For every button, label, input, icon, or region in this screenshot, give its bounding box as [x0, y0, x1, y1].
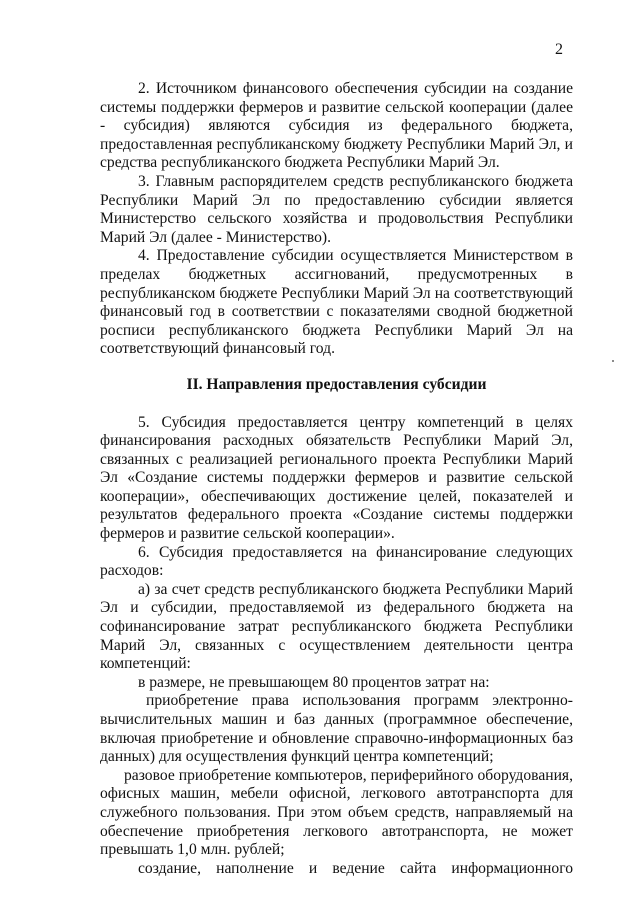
- paragraph-6-expenses: 6. Субсидия предоставляется на финансирование следующих расходов:: [100, 543, 573, 580]
- paragraph-5-purpose: 5. Субсидия предоставляется центру компетенций в целях финансирования расходных обязательств Республики Марий Эл, связанных с реализацией регионального проекта Республики Марий Эл «Создание системы поддержки фермеров и развитие сельской кооперации», обеспечивающих достижение целей, показателей и результатов федерального проекта «Создание системы поддержки фермеров и развитие сельской кооперации».: [100, 413, 573, 543]
- list-item-website: создание, наполнение и ведение сайта информационного: [138, 859, 573, 877]
- list-item-equipment: разовое приобретение компьютеров, периферийного оборудования, офисных машин, мебели офисной, легкового автотранспорта для служебного пользования. При этом объем средств, направляемый на обеспечение приобретения легкового автотранспорта, не может превышать 1,0 млн. рублей;: [100, 766, 573, 859]
- page-number: 2: [555, 41, 563, 58]
- paragraph-4-provision: 4. Предоставление субсидии осуществляется Министерством в пределах бюджетных ассигнований, предусмотренных в республиканском бюджете Республики Марий Эл на соответствующий финансовый год в соответствии с показателями сводной бюджетной росписи республиканского бюджета Республики Марий Эл на соответствующий финансовый год.: [100, 247, 573, 358]
- paragraph-2-funding-source: 2. Источником финансового обеспечения субсидии на создание системы поддержки фермеров и развитие сельской кооперации (далее - субсидия) являются субсидия из федерального бюджета, предоставленная республиканскому бюджету Республики Марий Эл, и средства республиканского бюджета Республики Марий Эл.: [100, 80, 573, 172]
- scan-speck: [612, 360, 614, 362]
- section-title: II. Направления предоставления субсидии: [186, 375, 487, 393]
- document-body: [100, 80, 573, 878]
- subparagraph-a: а) за счет средств республиканского бюджета Республики Марий Эл и субсидии, предоставляемой из федерального бюджета на софинансирование затрат республиканского бюджета Республики Марий Эл, связанных с осуществлением деятельности центра компетенций:: [100, 580, 573, 673]
- paragraph-3-chief-administrator: 3. Главным распорядителем средств республиканского бюджета Республики Марий Эл по предоставлению субсидии является Министерство сельского хозяйства и продовольствия Республики Марий Эл (далее - Министерство).: [100, 172, 573, 246]
- limit-clause: в размере, не превышающем 80 процентов затрат на:: [138, 673, 490, 691]
- list-item-software: приобретение права использования программ электронно-вычислительных машин и баз данных (программное обеспечение, включая приобретение и обновление справочно-информационных баз данных) для осуществления функций центра компетенций;: [100, 692, 573, 766]
